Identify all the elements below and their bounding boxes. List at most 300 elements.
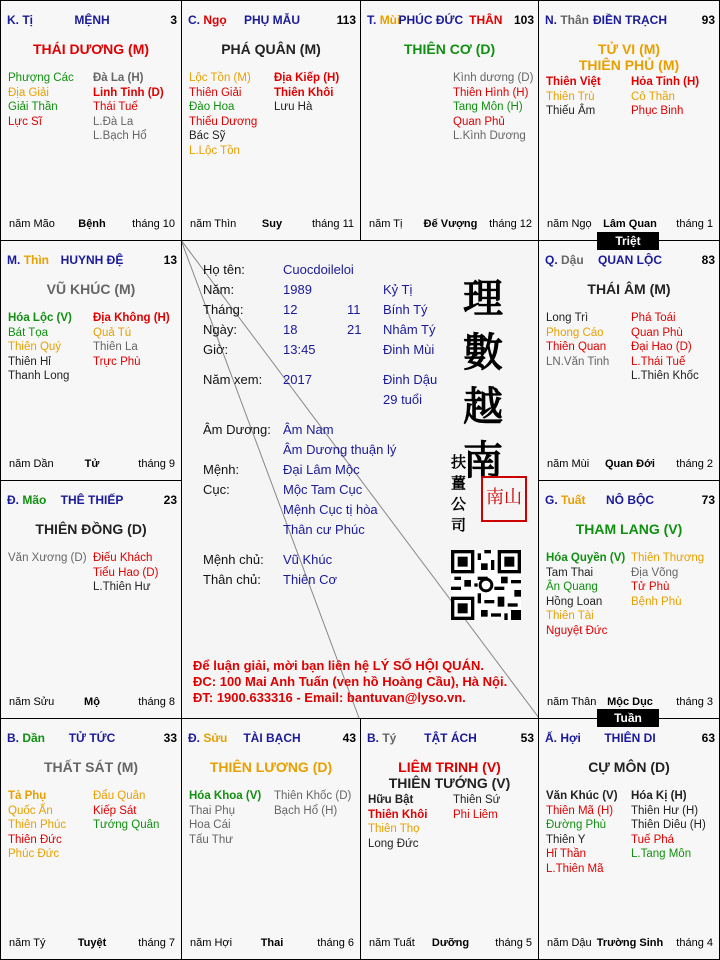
main-stars (182, 41, 360, 57)
left-star-column (546, 551, 625, 638)
year-label: năm Tuất (369, 937, 415, 949)
star-item: Hóa Khoa (V) (189, 790, 262, 802)
branch-prefix: K. (7, 13, 19, 27)
left-star-column (8, 311, 72, 384)
ho-ten-label: Họ tên: (203, 262, 245, 277)
year-label: năm Sửu (9, 696, 55, 708)
star-item: Thiên Hư (H) (631, 804, 699, 817)
main-star: THẤT SÁT (M) (43, 759, 139, 775)
palace-number: 93 (701, 13, 715, 27)
calligraphy-logo (463, 272, 523, 488)
palace-name (7, 253, 177, 267)
star-item: Hóa Quyền (V) (546, 552, 626, 564)
tuoi-value: 29 tuổi (383, 392, 423, 407)
tuan-tag: Tuần (597, 709, 659, 727)
menh-value: Đại Lâm Mộc (283, 462, 360, 477)
star-item: Thiên Đức (8, 833, 62, 846)
month-label: tháng 1 (676, 218, 713, 230)
palace-footer (547, 937, 713, 951)
calligraphy-char: 數 (463, 329, 503, 376)
star-item: Tang Môn (H) (453, 101, 523, 113)
vertical-char: 司 (451, 516, 467, 534)
palace-header (188, 731, 356, 747)
branch-name: Mão (22, 493, 47, 507)
palace-footer (9, 696, 175, 710)
left-star-column (546, 75, 601, 119)
left-star-column (189, 789, 261, 847)
year-label: năm Dậu (547, 937, 592, 949)
palace-header (545, 253, 715, 269)
star-item: Tấu Thư (189, 833, 233, 846)
branch-prefix: B. (7, 731, 19, 745)
right-star-column (93, 789, 159, 833)
menh-chu-value: Vũ Khúc (283, 552, 333, 567)
year-label: năm Dần (9, 458, 54, 470)
main-star: THAM LANG (V) (575, 521, 683, 537)
star-item: Quả Tú (93, 326, 132, 339)
month-label: tháng 3 (676, 696, 713, 708)
branch-prefix: B. (367, 731, 379, 745)
life-phase: Mộ (84, 696, 100, 708)
star-item: Đẩu Quân (93, 790, 146, 802)
am-duong-value: Âm Nam (283, 422, 334, 437)
right-star-column (453, 71, 533, 144)
palace-name (545, 13, 715, 27)
star-item: Đà La (H) (93, 72, 144, 84)
star-item: Thiên Tài (546, 610, 594, 622)
palace-header (367, 731, 534, 747)
month-label: tháng 6 (317, 937, 354, 949)
star-item: Hỉ Thần (546, 848, 587, 860)
left-star-column (8, 71, 74, 129)
calligraphy-char: 理 (463, 275, 503, 322)
star-item: Đường Phù (546, 819, 606, 831)
month-label: tháng 2 (676, 458, 713, 470)
palace-cell-t-mui (360, 0, 539, 241)
palace-footer (547, 696, 713, 710)
palace-header (545, 13, 715, 29)
star-item: Linh Tinh (D) (93, 86, 164, 99)
palace-cell-d-mao (0, 480, 182, 719)
palace-cell-q-dau (538, 240, 720, 481)
thang-label: Tháng: (203, 302, 244, 317)
branch-prefix: Đ. (7, 493, 19, 507)
life-phase: Lâm Quan (603, 218, 657, 230)
thang-duong: 12 (283, 302, 298, 317)
star-item: Tướng Quân (93, 819, 160, 831)
star-item: Thiên Quý (8, 341, 62, 353)
year-label: năm Tị (369, 218, 403, 230)
star-item: Văn Xương (D) (8, 552, 87, 564)
star-item: Thiên Thọ (368, 823, 420, 835)
star-item: Thiên La (93, 341, 138, 353)
main-star: THIÊN PHỦ (M) (578, 57, 680, 73)
cuc-value: Mộc Tam Cục (283, 482, 363, 497)
star-item: Thanh Long (8, 370, 70, 382)
right-star-column (93, 311, 170, 369)
palace-number: 33 (163, 731, 177, 745)
palace-title: PHÚC ĐỨC (398, 13, 464, 27)
main-stars (1, 521, 181, 537)
star-item: Long Trì (546, 312, 589, 324)
month-label: tháng 11 (311, 218, 354, 230)
contact-info (193, 658, 507, 706)
year-label: năm Ngọ (547, 218, 592, 230)
star-item: Thiên Việt (546, 76, 601, 88)
star-item: Thiên Sứ (453, 794, 501, 806)
star-item: Thiên Phúc (8, 819, 67, 831)
right-star-column (453, 793, 500, 822)
branch-name: Mùi (379, 13, 401, 27)
palace-name (7, 493, 177, 507)
palace-cell-m-thin (0, 240, 182, 481)
star-item: Thiên Khôi (274, 86, 334, 99)
life-phase: Thai (260, 937, 284, 949)
star-item: Hỏa Tinh (H) (631, 76, 700, 88)
palace-header (7, 731, 177, 747)
star-item: Tam Thai (546, 566, 594, 579)
gio-label: Giờ: (203, 342, 229, 357)
palace-title: TÀI BẠCH (243, 731, 301, 745)
palace-footer (547, 458, 713, 472)
right-star-column (274, 71, 339, 115)
main-star: LIÊM TRINH (V) (398, 759, 501, 775)
palace-name (545, 731, 715, 745)
palace-cell-b-ty (360, 718, 539, 960)
right-star-column (631, 551, 704, 609)
palace-number: 23 (163, 493, 177, 507)
right-star-column (274, 789, 351, 818)
palace-name (545, 253, 715, 267)
than-chu-value: Thiên Cơ (283, 572, 338, 587)
palace-title: TỬ TỨC (68, 731, 116, 745)
star-item: Thai Phụ (189, 804, 236, 817)
year-label: năm Tý (9, 937, 46, 949)
vertical-char: 公 (451, 495, 467, 513)
star-item: Điếu Khách (93, 552, 153, 564)
palace-header (7, 13, 177, 29)
main-star: PHÁ QUÂN (M) (221, 41, 321, 57)
star-item: Tiểu Hao (D) (93, 566, 159, 579)
star-item: Phi Liêm (453, 808, 498, 821)
nam-xem-value: 2017 (283, 372, 312, 387)
star-item: Thiên Mã (H) (546, 804, 614, 817)
star-item: L.Tang Môn (631, 848, 692, 860)
palace-title: MỆNH (74, 13, 110, 27)
star-item: Văn Khúc (V) (546, 790, 618, 802)
palace-name (7, 13, 177, 27)
main-star: TỬ VI (M) (597, 41, 661, 57)
star-item: Thiếu Dương (189, 115, 258, 128)
branch-name: Dần (22, 731, 46, 745)
left-star-column (189, 71, 257, 158)
star-item: LN.Văn Tinh (546, 355, 610, 368)
ngay-can-chi: Nhâm Tý (383, 322, 436, 337)
star-item: Thái Tuế (93, 101, 138, 113)
main-stars (1, 281, 181, 297)
menh-chu-label: Mệnh chủ: (203, 552, 264, 567)
star-item: Long Đức (368, 837, 419, 850)
ngay-duong: 18 (283, 322, 298, 337)
star-item: L.Lộc Tồn (189, 144, 240, 157)
month-label: tháng 4 (676, 937, 713, 949)
star-item: Thiên Giải (189, 86, 242, 99)
month-label: tháng 5 (495, 937, 532, 949)
star-item: Thiếu Âm (546, 105, 596, 117)
am-duong-label: Âm Dương: (203, 422, 271, 437)
life-phase: Mộc Dục (607, 696, 653, 708)
branch-name: Thân (560, 13, 590, 27)
palace-name (188, 13, 356, 27)
star-item: Phượng Các (8, 72, 74, 84)
life-phase: Tuyệt (77, 937, 107, 949)
palace-footer (369, 937, 532, 951)
month-label: tháng 10 (132, 218, 175, 230)
star-item: Quan Phù (631, 326, 683, 339)
left-star-column (546, 311, 609, 369)
palace-cell-b-dan (0, 718, 182, 960)
star-item: Tuế Phá (631, 833, 675, 846)
main-star: THÁI ÂM (M) (587, 281, 671, 297)
star-item: Hoa Cái (189, 819, 231, 831)
right-star-column (631, 311, 699, 384)
palace-title: PHỤ MẪU (244, 13, 300, 27)
main-stars (539, 521, 719, 537)
palace-footer (190, 218, 354, 232)
branch-name: Ngọ (203, 13, 227, 27)
nam-xem-label: Năm xem: (203, 372, 263, 387)
star-item: Phúc Đức (8, 848, 60, 860)
star-item: Thiên Khốc (D) (274, 790, 352, 802)
palace-title: TẬT ÁCH (424, 731, 477, 745)
star-item: Hữu Bật (368, 794, 414, 806)
right-star-column (631, 75, 699, 119)
am-duong-thuan-ly: Âm Dương thuận lý (283, 442, 397, 457)
star-item: Phong Cáo (546, 326, 604, 339)
palace-number: 3 (170, 13, 177, 27)
star-item: Lực Sĩ (8, 115, 42, 128)
center-info-panel (181, 240, 539, 718)
palace-number: 83 (701, 253, 715, 267)
branch-name: Thìn (23, 253, 50, 267)
palace-footer (369, 218, 532, 232)
star-item: Thiên Thương (631, 552, 705, 564)
palace-number: 73 (701, 493, 715, 507)
star-item: L.Đà La (93, 115, 134, 128)
palace-cell-d-suu (181, 718, 361, 960)
palace-cell-a-hoi (538, 718, 720, 960)
star-item: Thiên Quan (546, 341, 607, 353)
month-label: tháng 12 (489, 218, 532, 230)
star-item: Địa Giải (8, 86, 49, 99)
palace-title: ĐIỀN TRẠCH (593, 13, 667, 27)
right-star-column (631, 789, 706, 862)
star-item: Tử Phù (631, 581, 670, 593)
palace-name (367, 13, 534, 27)
left-star-column (546, 789, 618, 876)
contact-line-address: ĐC: 100 Mai Anh Tuấn (ven hồ Hoàng Cầu), Hà Nội. (193, 674, 508, 689)
palace-name (188, 731, 356, 745)
year-label: năm Mão (9, 218, 55, 230)
palace-header (7, 253, 177, 269)
star-item: L.Thiên Hư (93, 581, 151, 593)
star-item: Địa Võng (631, 566, 679, 579)
life-phase: Đế Vượng (423, 218, 478, 230)
calligraphy-char: 越 (463, 383, 503, 430)
star-item: Cô Thần (631, 90, 675, 103)
star-item: Tả Phụ (8, 790, 47, 802)
ngay-label: Ngày: (203, 322, 237, 337)
than-marker: THÂN (469, 13, 503, 27)
life-phase: Trường Sinh (596, 937, 664, 949)
branch-prefix: Ấ. (545, 731, 557, 745)
main-stars (1, 41, 181, 57)
star-item: Thiên Diêu (H) (631, 819, 706, 831)
star-item: Phá Toái (631, 312, 676, 324)
than-cu: Thân cư Phúc (283, 522, 365, 537)
star-item: L.Thái Tuế (631, 355, 686, 368)
palace-number: 63 (701, 731, 715, 745)
life-phase: Dưỡng (431, 937, 470, 949)
star-item: L.Kình Dương (453, 130, 526, 142)
red-seal-stamp: 南山 (481, 476, 527, 522)
star-item: Quốc Ấn (8, 804, 53, 817)
cuc-label: Cục: (203, 482, 230, 497)
main-star: VŨ KHÚC (M) (46, 281, 136, 297)
star-item: Bác Sỹ (189, 130, 226, 142)
palace-header (367, 13, 534, 29)
palace-number: 113 (336, 13, 356, 27)
star-item: Bạch Hổ (H) (274, 804, 338, 817)
star-item: Quan Phủ (453, 115, 505, 128)
branch-prefix: G. (545, 493, 558, 507)
star-item: Giải Thần (8, 101, 58, 113)
palace-footer (9, 937, 175, 951)
thang-can-chi: Bính Tý (383, 302, 428, 317)
star-item: Phục Binh (631, 105, 684, 117)
star-item: Kiếp Sát (93, 804, 137, 817)
contact-line-intro: Để luận giải, mời bạn liên hệ LÝ SỐ HỘI QUÁN. (193, 658, 484, 673)
month-label: tháng 9 (138, 458, 175, 470)
palace-cell-n-than (538, 0, 720, 241)
thang-am: 11 (347, 302, 361, 317)
palace-header (545, 493, 715, 509)
star-item: Bát Tọa (8, 326, 49, 339)
star-item: L.Thiên Mã (546, 862, 604, 875)
palace-cell-c-ngo (181, 0, 361, 241)
menh-cuc-relation: Mệnh Cục tị hòa (283, 502, 378, 517)
palace-header (7, 493, 177, 509)
branch-name: Dậu (561, 253, 584, 267)
nam-label: Năm: (203, 282, 235, 297)
star-item: Địa Kiếp (H) (274, 72, 340, 84)
branch-name: Tuất (561, 493, 586, 507)
nam-xem-can-chi: Đinh Dậu (383, 372, 438, 387)
nam-duong: 1989 (283, 282, 312, 297)
right-star-column (93, 551, 158, 595)
main-stars (539, 41, 719, 73)
main-star: CỰ MÔN (D) (588, 759, 670, 775)
vertical-char: 薑 (451, 474, 467, 492)
nam-can-chi: Kỷ Tị (383, 282, 413, 297)
main-star: THIÊN LƯƠNG (D) (209, 759, 333, 775)
palace-title: NÔ BỘC (606, 493, 654, 507)
palace-number: 13 (163, 253, 177, 267)
palace-number: 43 (342, 731, 356, 745)
branch-name: Sửu (203, 731, 228, 745)
palace-cell-k-ti (0, 0, 182, 241)
main-stars (182, 759, 360, 775)
palace-title: HUYNH ĐỆ (60, 253, 124, 267)
branch-prefix: T. (367, 13, 377, 27)
star-item: Lưu Hà (274, 101, 313, 113)
palace-cell-g-tuat (538, 480, 720, 719)
main-stars (539, 281, 719, 297)
star-item: Hồng Loan (546, 595, 603, 608)
star-item: L.Bạch Hổ (93, 130, 147, 142)
vertical-company-text (451, 452, 467, 536)
star-item: Hóa Kị (H) (631, 790, 687, 802)
gio-can-chi: Đinh Mùi (383, 342, 435, 357)
triet-tag: Triệt (597, 232, 659, 250)
life-phase: Suy (261, 218, 283, 230)
palace-footer (190, 937, 354, 951)
star-item: Thiên Trù (546, 90, 595, 103)
branch-name: Tị (22, 13, 34, 27)
palace-number: 103 (513, 13, 534, 27)
ho-ten-value: Cuocdoileloi (283, 262, 354, 277)
star-item: Bệnh Phù (631, 595, 682, 608)
star-item: Thiên Khôi (368, 808, 428, 821)
main-star: THIÊN TƯỚNG (V) (388, 775, 511, 791)
vertical-char: 扶 (451, 453, 467, 471)
year-label: năm Mùi (547, 458, 590, 470)
main-stars (1, 759, 181, 775)
gio-value: 13:45 (283, 342, 316, 357)
palace-name (545, 493, 715, 507)
palace-name (7, 731, 177, 745)
year-label: năm Hợi (190, 937, 233, 949)
month-label: tháng 8 (138, 696, 175, 708)
branch-name: Tý (382, 731, 397, 745)
left-star-column (8, 789, 66, 862)
right-star-column (93, 71, 164, 144)
left-star-column (368, 793, 427, 851)
ngay-am: 21 (347, 322, 362, 337)
palace-header (545, 731, 715, 747)
contact-line-phone-email: ĐT: 1900.633316 - Email: bantuvan@lyso.vn. (193, 690, 466, 705)
palace-header (188, 13, 356, 29)
palace-footer (9, 218, 175, 232)
palace-title: THIÊN DI (604, 731, 656, 745)
star-item: Kình dương (D) (453, 72, 534, 84)
palace-title: THÊ THIẾP (60, 493, 124, 507)
star-item: Trực Phù (93, 355, 141, 368)
star-item: Thiên Hình (H) (453, 86, 529, 99)
star-item: Nguyệt Đức (546, 624, 608, 637)
star-item: L.Thiên Khốc (631, 370, 699, 382)
palace-footer (547, 218, 713, 232)
branch-name: Hợi (560, 731, 581, 745)
left-star-column (8, 551, 87, 566)
star-item: Hóa Lộc (V) (8, 312, 72, 324)
main-stars (361, 41, 538, 57)
star-item: Thiên Y (546, 833, 586, 846)
year-label: năm Thân (547, 696, 597, 708)
qr-code-icon (451, 550, 521, 620)
branch-prefix: Q. (545, 253, 558, 267)
main-star: THIÊN ĐỒNG (D) (35, 521, 147, 537)
